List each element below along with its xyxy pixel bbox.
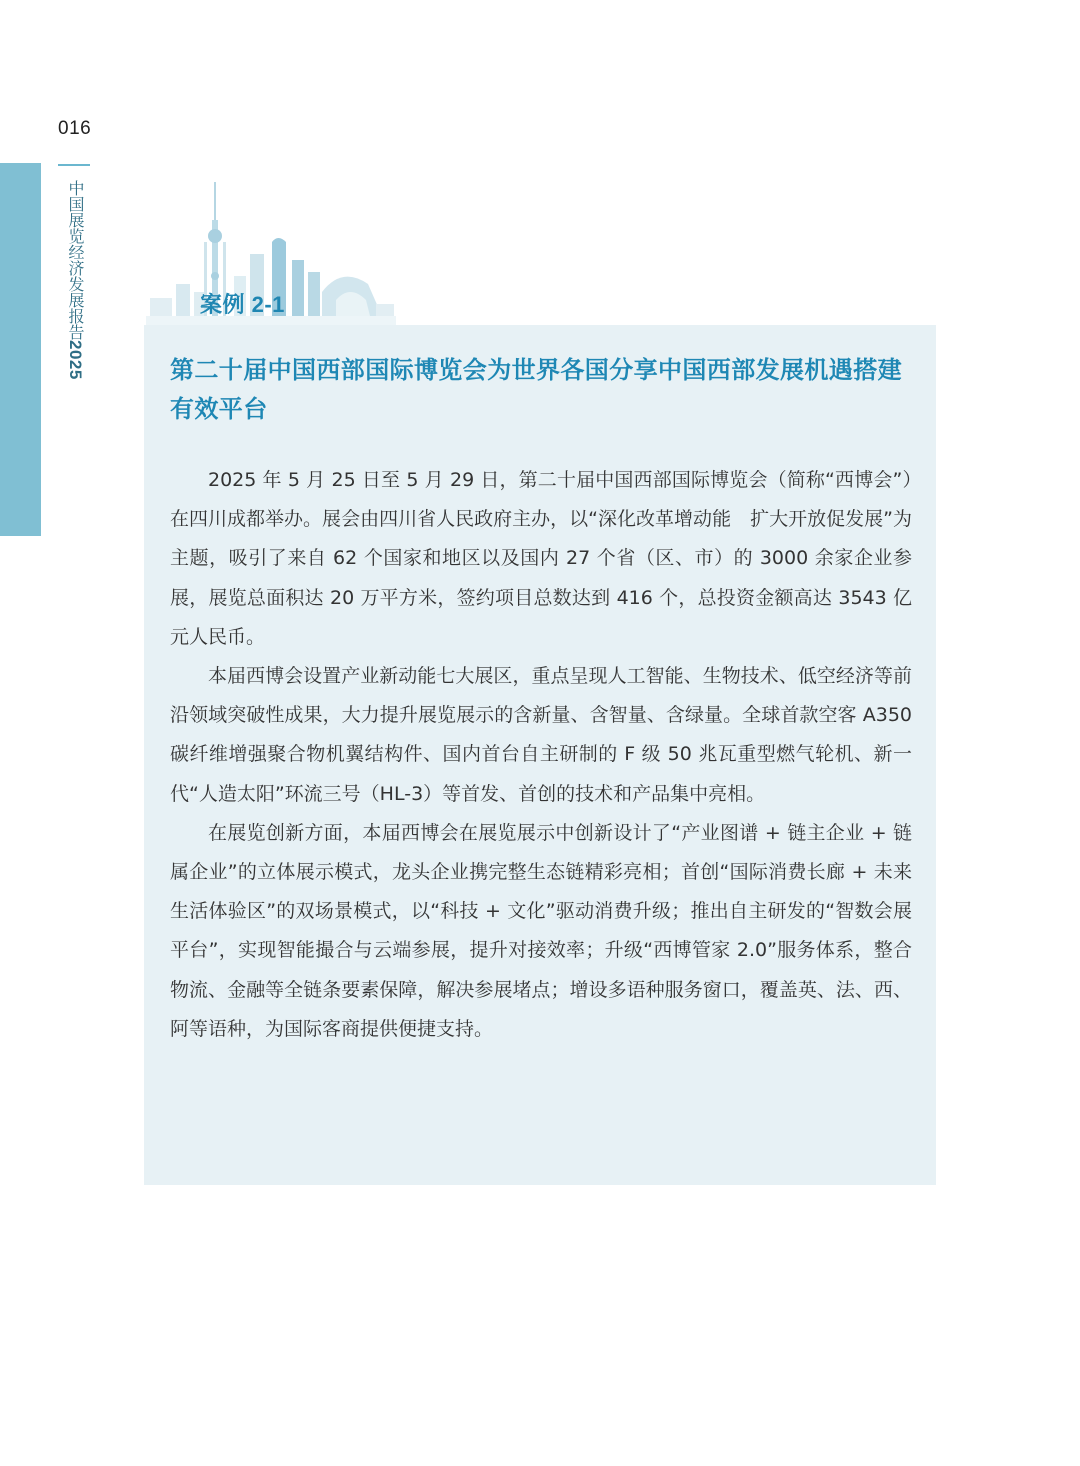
page-number: 016 — [58, 118, 92, 139]
page-number-rule — [58, 164, 90, 166]
paragraph: 在展览创新方面，本届西博会在展览展示中创新设计了“产业图谱 + 链主企业 + 链属企业”的立体展示模式，龙头企业携完整生态链精彩亮相；首创“国际消费长廊 + 未来生活体验区”的双场景模式，以“科技 + 文化”驱动消费升级；推出自主研发的“智数会展平台”，实现智能撮合与云端参展，提升对接效率；升级“西博管家 2.0”服务体系，整合物流、金融等全链条要素保障，解决参展堵点；增设多语种服务窗口，覆盖英、法、西、阿等语种，为国际客商提供便捷支持。 — [170, 821, 912, 1040]
paragraph: 本届西博会设置产业新动能七大展区，重点呈现人工智能、生物技术、低空经济等前沿领域突破性成果，大力提升展览展示的含新量、含智量、含绿量。全球首款空客 A350 碳纤维增强聚合物机翼结构件、国内首台自主研制的 F 级 50 兆瓦重型燃气轮机、新一代“人造太阳”环流三号（HL-3）等首发、首创的技术和产品集中亮相。 — [170, 665, 912, 805]
side-color-bar — [0, 163, 41, 536]
running-title-text: 中国展览经济发展报告 — [66, 180, 85, 340]
paragraph: 2025 年 5 月 25 日至 5 月 29 日，第二十届中国西部国际博览会（简称“西博会”）在四川成都举办。展会由四川省人民政府主办，以“深化改革增动能 扩大开放促发展”为主题，吸引了来自 62 个国家和地区以及国内 27 个省（区、市）的 3000 余家企业参展，展览总面积达 20 万平方米，签约项目总数达到 416 个，总投资金额高达 3543 亿元人民币。 — [170, 469, 912, 648]
running-title-year: 2025 — [66, 340, 85, 380]
case-label: 案例 2-1 — [200, 292, 285, 317]
case-body — [170, 461, 912, 1049]
running-title — [62, 180, 84, 380]
case-title: 第二十届中国西部国际博览会为世界各国分享中国西部发展机遇搭建有效平台 — [170, 355, 902, 423]
